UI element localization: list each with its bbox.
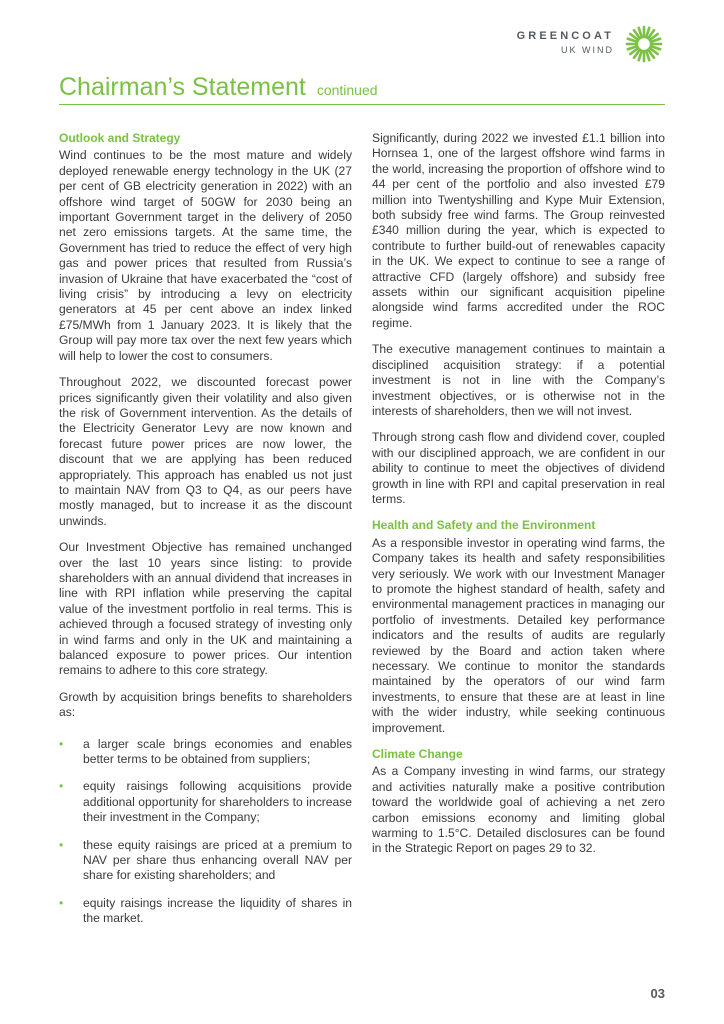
right-column — [372, 131, 665, 868]
list-item — [59, 737, 352, 768]
outlook-paragraph-2: Throughout 2022, we discounted forecast power prices significantly given their volatility and also given the risk of Government intervention. As the details of the Electricity Generator Levy are now known and forecast future power prices are now lower, the discount that we are applying has been reduced appropriately. This approach has enabled us not just to maintain NAV from Q3 to Q4, as our peers have mostly managed, but to increase it as the discount unwinds. — [59, 375, 352, 528]
list-item-text: equity raisings following acquisitions provide additional opportunity for shareholders to increase their investment in the Company; — [83, 779, 352, 825]
climate-change-paragraph: As a Company investing in wind farms, our strategy and activities naturally make a positive contribution toward the worldwide goal of achieving a net zero carbon emissions economy and limiting global warming to 1.5°C. Detailed disclosures can be found in the Strategic Report on pages 29 to 32. — [372, 764, 665, 856]
list-item — [59, 838, 352, 884]
bullet-dot-icon: • — [59, 837, 64, 852]
logo-wordmark — [517, 30, 614, 56]
bullet-dot-icon: • — [59, 736, 64, 751]
acquisition-paragraph-1: Significantly, during 2022 we invested £1.1 billion into Hornsea 1, one of the largest offshore wind farms in the world, increasing the proportion of offshore wind to 44 per cent of the portfolio and also invested £79 million into Twentyshilling and Kype Muir Extension, both subsidy free wind farms. The Group reinvested £340 million during the year, which is expected to contribute to further build-out of renewables capacity in the UK. We expect to continue to see a range of attractive CFD (largely offshore) and subsidy free assets within our significant acquisition pipeline alongside wind farms accredited under the ROC regime. — [372, 131, 665, 330]
sunburst-logo-icon — [624, 24, 668, 64]
outlook-paragraph-1: Wind continues to be the most mature and widely deployed renewable energy technology in the UK (27 per cent of GB electricity generation in 2022) with an offshore wind target of 50GW for 2030 being an important Government target in the delivery of 2050 net zero emissions targets. At the same time, the Government has tried to reduce the effect of very high gas and power prices that resulted from Russia’s invasion of Ukraine that have exacerbated the “cost of living crisis” by introducing a levy on electricity generators at 45 per cent above an index linked £75/MWh from 1 January 2023. It is likely that the Group will pay more tax over the next few years which will help to lower the cost to consumers. — [59, 148, 352, 363]
company-logo — [508, 24, 668, 64]
health-safety-heading: Health and Safety and the Environment — [372, 518, 596, 533]
left-column — [59, 131, 352, 939]
list-item-text: equity raisings increase the liquidity of shares in the market. — [83, 895, 352, 926]
page-title — [59, 71, 378, 106]
list-item-text: these equity raisings are priced at a premium to NAV per share thus enhancing overall NAV per share for existing shareholders; and — [83, 837, 352, 883]
outlook-paragraph-4: Growth by acquisition brings benefits to shareholders as: — [59, 689, 352, 720]
acquisition-paragraph-3: Through strong cash flow and dividend cover, coupled with our disciplined approach, we are confident in our ability to continue to meet the objectives of dividend growth in line with RPI and capital preservation in real terms. — [372, 430, 665, 506]
page-title-suffix: continued — [316, 82, 378, 98]
outlook-paragraph-3: Our Investment Objective has remained unchanged over the last 10 years since listing: to provide shareholders with an annual dividend that increases in line with RPI inflation while preserving the capital value of the investment portfolio in real terms. This is achieved through a focused strategy of investing only in wind farms and only in the UK and maintaining a balanced exposure to power prices. Our intention remains to adhere to this core strategy. — [59, 540, 352, 678]
logo-subtitle: UK WIND — [561, 45, 614, 55]
bullet-dot-icon: • — [59, 895, 64, 910]
logo-name: GREENCOAT — [516, 30, 614, 42]
title-divider — [59, 104, 665, 105]
outlook-heading: Outlook and Strategy — [59, 131, 181, 145]
health-safety-paragraph: As a responsible investor in operating wind farms, the Company takes its health and safety responsibilities very seriously. We work with our Investment Manager to promote the highest standard of health, safety and environmental management practices in managing our portfolio of investments. Detailed key performance indicators and the results of audits are regularly reviewed by the Board and action taken where necessary. We continue to monitor the standards maintained by the operators of our wind farm investments, to ensure that these are at least in line with the wider industry, while seeking continuous improvement. — [372, 535, 665, 735]
list-item-text: a larger scale brings economies and enables better terms to be obtained from suppliers; — [83, 736, 352, 767]
page-title-text: Chairman’s Statement — [59, 73, 306, 101]
bullet-dot-icon: • — [59, 779, 64, 794]
acquisition-paragraph-2: The executive management continues to maintain a disciplined acquisition strategy: if a potential investment is not in line with the Company’s investment objectives, or is otherwise not in the interests of shareholders, then we will not invest. — [372, 342, 665, 418]
climate-change-heading: Climate Change — [372, 747, 463, 762]
list-item — [59, 896, 352, 927]
benefits-list — [59, 737, 352, 927]
page-number: 03 — [650, 986, 665, 1001]
list-item — [59, 779, 352, 825]
